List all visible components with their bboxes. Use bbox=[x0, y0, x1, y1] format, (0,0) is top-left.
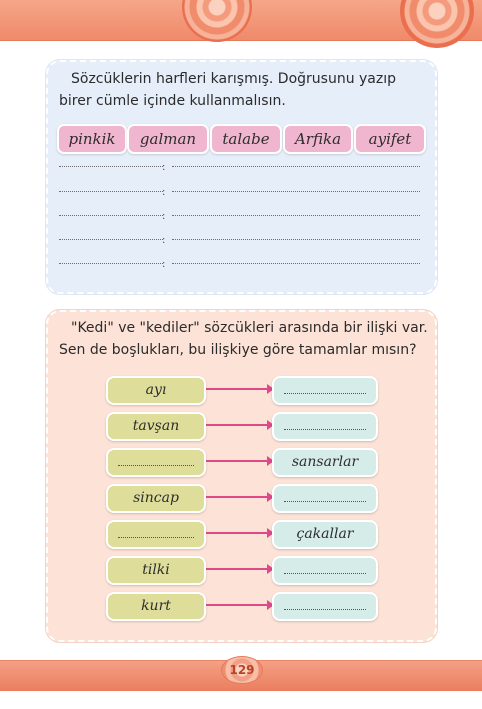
arrow-right-icon bbox=[206, 496, 268, 498]
arrow-right-icon bbox=[206, 604, 268, 606]
arrow-right-icon bbox=[206, 532, 268, 534]
plural-answer-blank[interactable] bbox=[272, 376, 378, 405]
word-blank[interactable] bbox=[59, 215, 163, 216]
scrambled-word-chip: pinkik bbox=[57, 124, 127, 154]
scrambled-word-chip: Arfika bbox=[283, 124, 353, 154]
plural-answer-blank[interactable] bbox=[272, 592, 378, 621]
singular-word-pill: tavşan bbox=[106, 412, 206, 441]
arrow-right-icon bbox=[206, 388, 268, 390]
word-blank[interactable] bbox=[59, 239, 163, 240]
plural-answer-blank[interactable] bbox=[272, 412, 378, 441]
page-number: 129 bbox=[221, 656, 263, 684]
plural-answer-blank[interactable] bbox=[272, 556, 378, 585]
scrambled-word-chip: talabe bbox=[210, 124, 282, 154]
singular-answer-blank[interactable] bbox=[106, 520, 206, 549]
singular-word-pill: kurt bbox=[106, 592, 206, 621]
sentence-blank[interactable] bbox=[172, 191, 420, 192]
top-wood-banner bbox=[0, 0, 482, 41]
word-blank[interactable] bbox=[59, 263, 163, 264]
wood-ring-icon bbox=[400, 0, 474, 48]
word-blank[interactable] bbox=[59, 166, 163, 167]
arrow-right-icon bbox=[206, 424, 268, 426]
sentence-blank[interactable] bbox=[172, 263, 420, 264]
singular-word-pill: sincap bbox=[106, 484, 206, 513]
sentence-blank[interactable] bbox=[172, 215, 420, 216]
plural-instruction: "Kedi" ve "kediler" sözcükleri arasında bir ilişki var. Sen de boşlukları, bu ilişkiye göre tamamlar mısın? bbox=[59, 320, 428, 358]
singular-word-pill: ayı bbox=[106, 376, 206, 405]
plural-answer-blank[interactable] bbox=[272, 484, 378, 513]
wood-ring-icon bbox=[182, 0, 252, 42]
arrow-right-icon bbox=[206, 460, 268, 462]
word-blank[interactable] bbox=[59, 191, 163, 192]
unscramble-instruction: Sözcüklerin harfleri karışmış. Doğrusunu yazıp birer cümle içinde kullanmalısın. bbox=[59, 71, 397, 109]
plural-word-pill: çakallar bbox=[272, 520, 378, 549]
plural-word-pill: sansarlar bbox=[272, 448, 378, 477]
singular-word-pill: tilki bbox=[106, 556, 206, 585]
arrow-right-icon bbox=[206, 568, 268, 570]
singular-answer-blank[interactable] bbox=[106, 448, 206, 477]
sentence-blank[interactable] bbox=[172, 239, 420, 240]
scrambled-word-chip: ayifet bbox=[354, 124, 426, 154]
sentence-blank[interactable] bbox=[172, 166, 420, 167]
scrambled-word-chip: galman bbox=[127, 124, 209, 154]
